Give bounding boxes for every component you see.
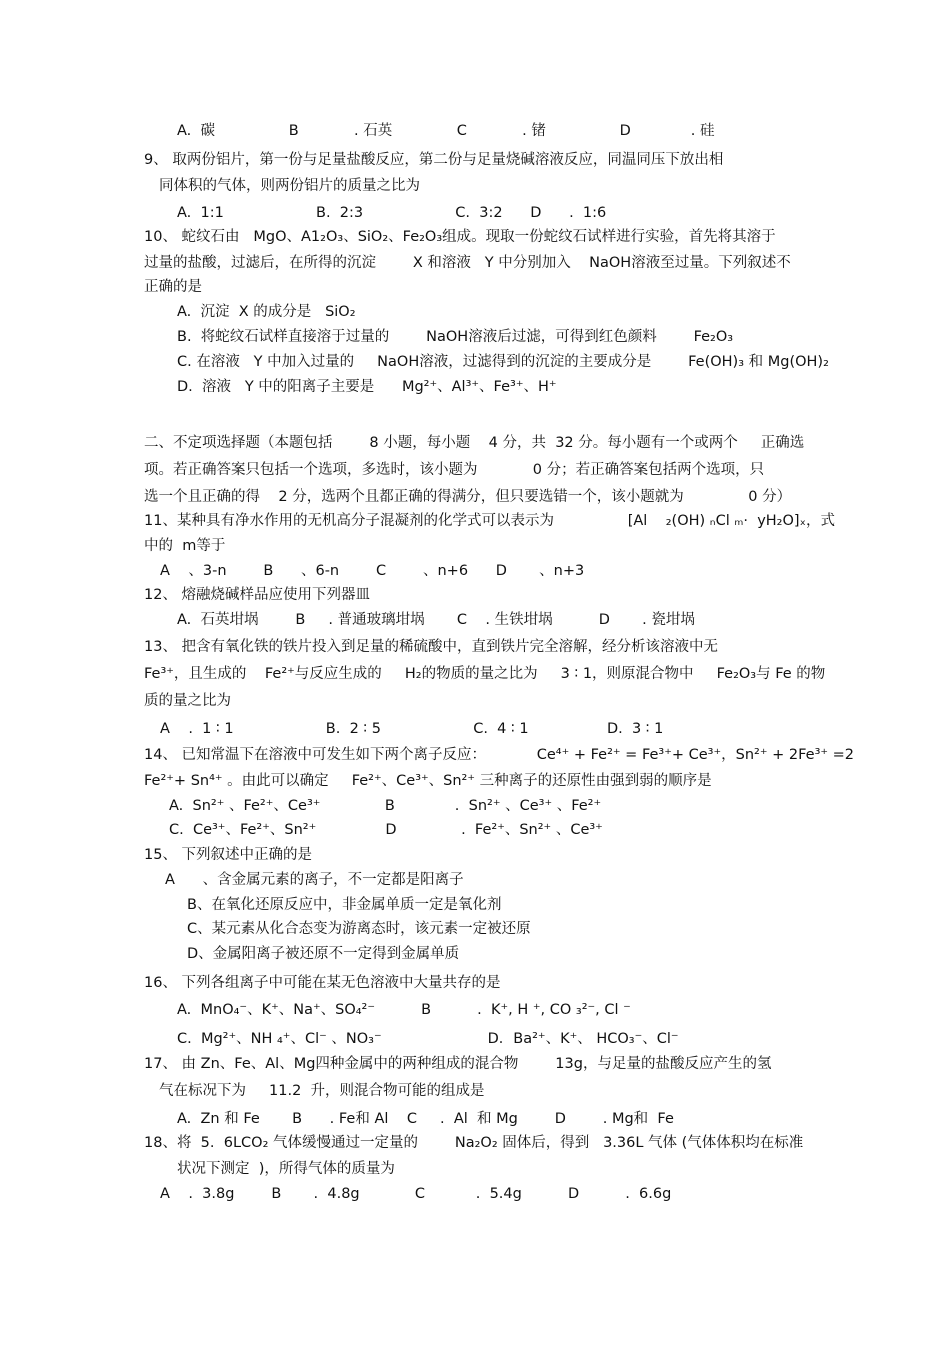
q13-stem-line1: 13、 把含有氧化铁的铁片投入到足量的稀硫酸中，直到铁片完全溶解，经分析该溶液中无 xyxy=(144,639,719,655)
q11-options: A 、3-n B 、6-n C 、n+6 D 、n+3 xyxy=(160,563,585,579)
q15-option-b: B、在氧化还原反应中，非金属单质一定是氧化剂 xyxy=(187,897,502,913)
q8-options: A. 碳 B . 石英 C . 锗 D . 硅 xyxy=(177,123,715,139)
q15-option-c: C、某元素从化合态变为游离态时，该元素一定被还原 xyxy=(187,921,531,937)
q10-option-b: B. 将蛇纹石试样直接溶于过量的 NaOH溶液后过滤，可得到红色颜料 Fe₂O₃ xyxy=(177,329,734,345)
q13-options: A . 1 ∶ 1 B. 2 ∶ 5 C. 4 ∶ 1 D. 3 ∶ 1 xyxy=(160,721,664,737)
q16-options-cd: C. Mg²⁺、NH ₄⁺、Cl⁻ 、NO₃⁻ D．Ba²⁺、K⁺、 HCO₃⁻、Cl⁻ xyxy=(177,1031,679,1047)
q16-stem: 16、 下列各组离子中可能在某无色溶液中大量共存的是 xyxy=(144,975,501,991)
q15-option-a: A 、含金属元素的离子，不一定都是阳离子 xyxy=(165,872,464,888)
q17-stem-line2: 气在标况下为 11.2 升，则混合物可能的组成是 xyxy=(159,1083,485,1099)
section2-intro-line2: 项。若正确答案只包括一个选项，多选时，该小题为 0 分；若正确答案包括两个选项，只 xyxy=(144,462,765,478)
q14-stem-line1: 14、 已知常温下在溶液中可发生如下两个离子反应： Ce⁴⁺ + Fe²⁺ = Fe³⁺+ Ce³⁺，Sn²⁺ + 2Fe³⁺ =2 xyxy=(144,747,855,763)
section2-intro-line1: 二、不定项选择题（本题包括 8 小题，每小题 4 分，共 32 分。每小题有一个或两个 正确选 xyxy=(144,435,805,451)
q17-stem-line1: 17、 由 Zn、Fe、Al、Mg四种金属中的两种组成的混合物 13g，与足量的盐酸反应产生的氢 xyxy=(144,1056,772,1072)
q13-stem-line2: Fe³⁺，且生成的 Fe²⁺与反应生成的 H₂的物质的量之比为 3 ∶ 1，则原混合物中 Fe₂O₃与 Fe 的物 xyxy=(144,666,826,682)
q11-stem-line1: 11、某种具有净水作用的无机高分子混凝剂的化学式可以表示为 [Al ₂(OH) ₙCl ₘ· yH₂O]ₓ，式 xyxy=(144,513,835,529)
q14-options-cd: C. Ce³⁺、Fe²⁺、Sn²⁺ D . Fe²⁺、Sn²⁺ 、Ce³⁺ xyxy=(169,822,603,838)
q15-option-d: D、金属阳离子被还原不一定得到金属单质 xyxy=(187,946,460,962)
q10-option-a: A. 沉淀 X 的成分是 SiO₂ xyxy=(177,304,356,320)
q13-stem-line3: 质的量之比为 xyxy=(144,693,231,709)
q10-option-c: C. 在溶液 Y 中加入过量的 NaOH溶液，过滤得到的沉淀的主要成分是 Fe(OH)₃ 和 Mg(OH)₂ xyxy=(177,354,829,370)
q18-options: A . 3.8g B . 4.8g C . 5.4g D . 6.6g xyxy=(160,1186,672,1202)
q16-options-ab: A. MnO₄⁻、K⁺、Na⁺、SO₄²⁻ B . K⁺, H ⁺, CO ₃²⁻, Cl ⁻ xyxy=(177,1002,631,1018)
q18-stem-line2: 状况下测定 )，所得气体的质量为 xyxy=(177,1161,395,1177)
q14-stem-line2: Fe²⁺+ Sn⁴⁺ 。由此可以确定 Fe²⁺、Ce³⁺、Sn²⁺ 三种离子的还原性由强到弱的顺序是 xyxy=(144,773,712,789)
q12-stem: 12、 熔融烧碱样品应使用下列器皿 xyxy=(144,587,371,603)
q15-stem: 15、 下列叙述中正确的是 xyxy=(144,847,313,863)
q10-stem-line1: 10、 蛇纹石由 MgO、A1₂O₃、SiO₂、Fe₂O₃组成。现取一份蛇纹石试样进行实验，首先将其溶于 xyxy=(144,229,776,245)
q18-stem-line1: 18、将 5. 6LCO₂ 气体缓慢通过一定量的 Na₂O₂ 固体后，得到 3.36L 气体 (气体体积均在标准 xyxy=(144,1135,804,1151)
q10-stem-line3: 正确的是 xyxy=(144,279,202,295)
q17-options: A. Zn 和 Fe B . Fe和 Al C . Al 和 Mg D . Mg和 Fe xyxy=(177,1111,674,1127)
q10-stem-line2: 过量的盐酸，过滤后，在所得的沉淀 X 和溶液 Y 中分别加入 NaOH溶液至过量。下列叙述不 xyxy=(144,255,791,271)
q11-stem-line2: 中的 m等于 xyxy=(144,538,226,554)
q10-option-d: D. 溶液 Y 中的阳离子主要是 Mg²⁺、Al³⁺、Fe³⁺、H⁺ xyxy=(177,379,557,395)
section2-intro-line3: 选一个且正确的得 2 分，选两个且都正确的得满分，但只要选错一个，该小题就为 0 分） xyxy=(144,489,792,505)
q9-stem-line1: 9、 取两份铝片，第一份与足量盐酸反应，第二份与足量烧碱溶液反应，同温同压下放出相 xyxy=(144,152,724,168)
q9-stem-line2: 同体积的气体，则两份铝片的质量之比为 xyxy=(159,178,420,194)
q12-options: A. 石英坩埚 B . 普通玻璃坩埚 C . 生铁坩埚 D . 瓷坩埚 xyxy=(177,612,695,628)
q14-options-ab: A. Sn²⁺ 、Fe²⁺、Ce³⁺ B . Sn²⁺ 、Ce³⁺ 、Fe²⁺ xyxy=(169,798,602,814)
q9-options: A. 1:1 B. 2:3 C. 3:2 D . 1:6 xyxy=(177,205,607,221)
